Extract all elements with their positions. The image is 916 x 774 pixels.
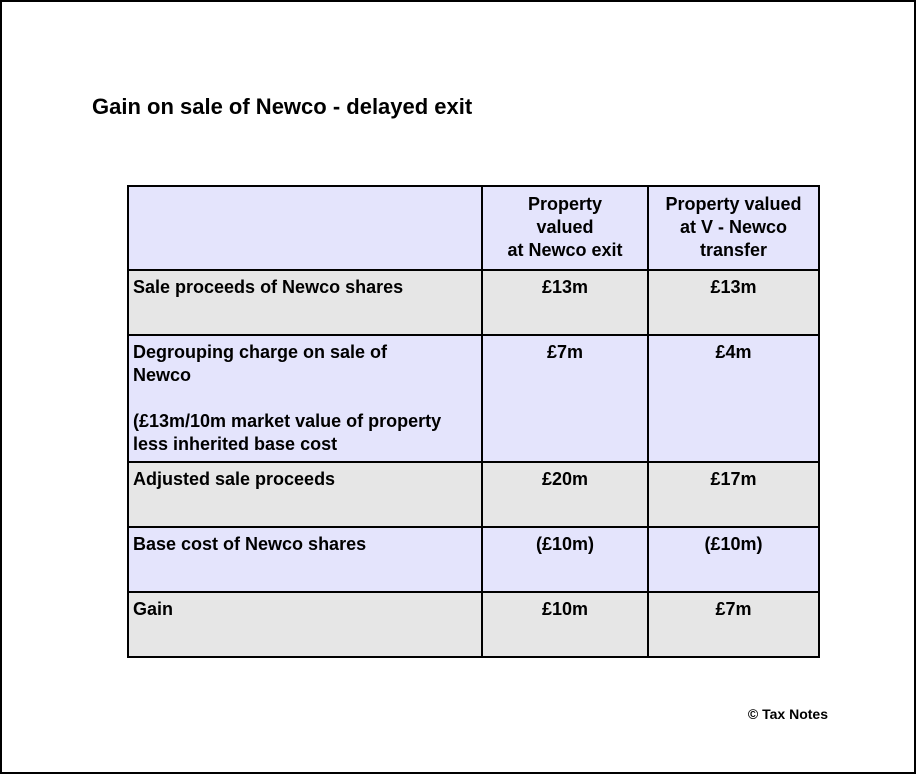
row-label: Base cost of Newco shares — [128, 527, 482, 592]
row-label: Sale proceeds of Newco shares — [128, 270, 482, 335]
table-row-gain — [128, 592, 819, 657]
cell-exit-value: £20m — [482, 462, 648, 527]
table-row-adjusted-proceeds — [128, 462, 819, 527]
row-label: Gain — [128, 592, 482, 657]
row-note: less inherited base cost — [133, 434, 338, 454]
header-stub-cell — [128, 186, 482, 270]
cell-exit-value: £13m — [482, 270, 648, 335]
row-label: Degrouping charge on sale of Newco (£13m/10m market value of property less inherited base cost — [128, 335, 482, 462]
header-property-at-exit: Property valued at Newco exit — [482, 186, 648, 270]
cell-exit-value: (£10m) — [482, 527, 648, 592]
cell-exit-value: £10m — [482, 592, 648, 657]
cell-transfer-value: £17m — [648, 462, 819, 527]
table-row-degrouping-charge — [128, 335, 819, 462]
table-row-sale-proceeds — [128, 270, 819, 335]
row-note: (£13m/10m market value of property — [133, 411, 442, 431]
table-row-base-cost — [128, 527, 819, 592]
header-property-at-transfer: Property valued at V - Newco transfer — [648, 186, 819, 270]
cell-transfer-value: £13m — [648, 270, 819, 335]
cell-exit-value: £7m — [482, 335, 648, 462]
cell-transfer-value: £4m — [648, 335, 819, 462]
row-label: Adjusted sale proceeds — [128, 462, 482, 527]
page-title: Gain on sale of Newco - delayed exit — [92, 94, 473, 119]
table-header-row — [128, 186, 819, 270]
copyright-notice: © Tax Notes — [747, 706, 828, 722]
cell-transfer-value: £7m — [648, 592, 819, 657]
gain-table — [127, 185, 820, 658]
cell-transfer-value: (£10m) — [648, 527, 819, 592]
